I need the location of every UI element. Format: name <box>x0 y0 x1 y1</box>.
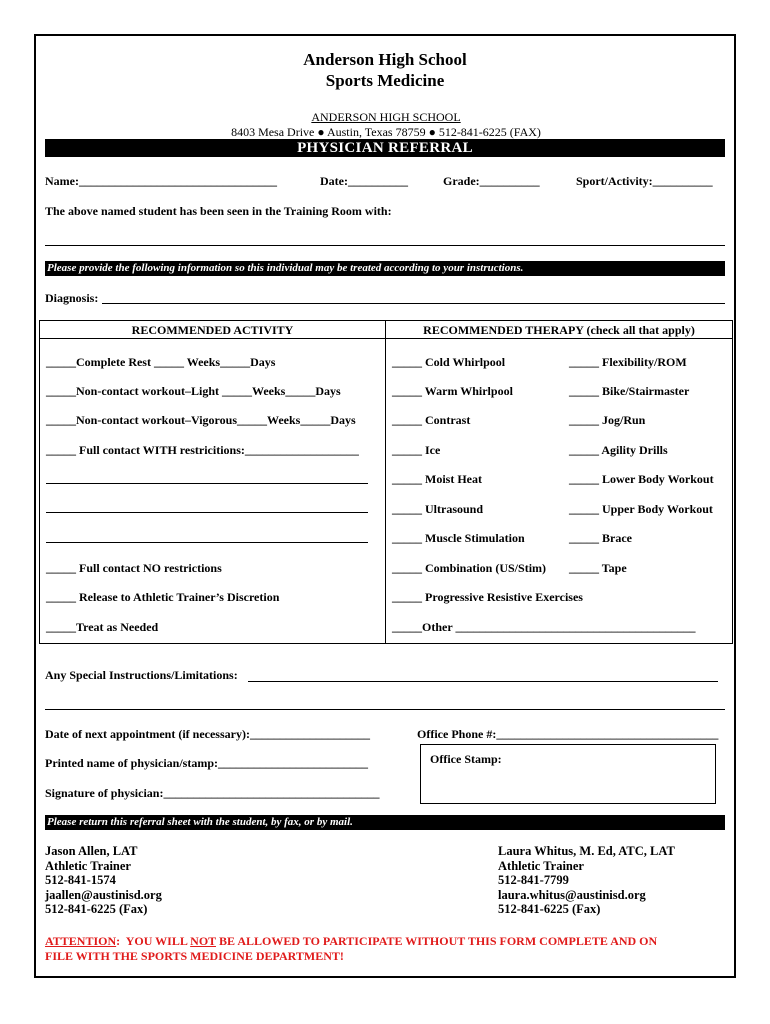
office-stamp-box[interactable] <box>420 744 716 804</box>
contact-fax: 512-841-6225 (Fax) <box>45 902 148 916</box>
contact-email[interactable]: laura.whitus@austinisd.org <box>498 887 646 902</box>
attention-part-1: YOU WILL <box>120 934 191 948</box>
school-caps: ANDERSON HIGH SCHOOL <box>311 110 461 124</box>
activity-noncontact-vigorous[interactable]: _____Non-contact workout–Vigorous_____Weeks_____Days <box>46 413 356 427</box>
restriction-line-1[interactable] <box>46 483 368 484</box>
therapy-flexibility[interactable]: _____ Flexibility/ROM <box>569 355 687 369</box>
contact-fax: 512-841-6225 (Fax) <box>498 902 601 916</box>
instructions-bar: Please provide the following information so this individual may be treated according to your instructions. <box>45 261 725 276</box>
department-name: Sports Medicine <box>325 71 445 90</box>
therapy-lower-body[interactable]: _____ Lower Body Workout <box>569 472 714 486</box>
attention-notice <box>45 934 657 964</box>
therapy-moist-heat[interactable]: _____ Moist Heat <box>392 472 482 486</box>
therapy-bike[interactable]: _____ Bike/Stairmaster <box>569 384 690 398</box>
contact-phone: 512-841-1574 <box>45 873 116 887</box>
contact-allen <box>45 844 162 917</box>
contact-email[interactable]: jaallen@austinisd.org <box>45 887 162 902</box>
grade-field[interactable]: Grade:__________ <box>443 174 540 188</box>
restriction-line-2[interactable] <box>46 512 368 513</box>
special-instructions-label: Any Special Instructions/Limitations: <box>45 668 238 682</box>
therapy-contrast[interactable]: _____ Contrast <box>392 413 471 427</box>
contact-name: Laura Whitus, M. Ed, ATC, LAT <box>498 844 675 858</box>
attention-not: NOT <box>190 934 216 948</box>
therapy-progressive[interactable]: _____ Progressive Resistive Exercises <box>392 590 583 604</box>
school-name: Anderson High School <box>303 50 467 69</box>
name-field[interactable]: Name:_________________________________ <box>45 174 277 188</box>
contact-title: Athletic Trainer <box>45 858 131 873</box>
therapy-warm-whirlpool[interactable]: _____ Warm Whirlpool <box>392 384 513 398</box>
therapy-brace[interactable]: _____ Brace <box>569 531 632 545</box>
therapy-combination[interactable]: _____ Combination (US/Stim) <box>392 561 547 575</box>
table-divider-vertical <box>385 321 386 643</box>
therapy-ultrasound[interactable]: _____ Ultrasound <box>392 502 484 516</box>
therapy-cold-whirlpool[interactable]: _____ Cold Whirlpool <box>392 355 506 369</box>
special-instructions-line-2[interactable] <box>45 709 725 710</box>
diagnosis-label: Diagnosis: <box>45 291 99 305</box>
therapy-header: RECOMMENDED THERAPY (check all that apply) <box>423 323 695 337</box>
school-address: 8403 Mesa Drive ● Austin, Texas 78759 ● 512-841-6225 (FAX) <box>231 125 541 139</box>
attention-line-1 <box>45 934 657 949</box>
therapy-upper-body[interactable]: _____ Upper Body Workout <box>569 502 713 516</box>
return-bar: Please return this referral sheet with the student, by fax, or by mail. <box>45 815 725 830</box>
contact-phone: 512-841-7799 <box>498 873 569 887</box>
office-phone-field[interactable]: Office Phone #:_____________________________________ <box>417 727 719 741</box>
activity-complete-rest[interactable]: _____Complete Rest _____ Weeks_____Days <box>46 355 276 369</box>
activity-full-contact-no[interactable]: _____ Full contact NO restrictions <box>46 561 222 575</box>
contact-whitus <box>498 844 675 917</box>
therapy-ice[interactable]: _____ Ice <box>392 443 441 457</box>
sport-field[interactable]: Sport/Activity:__________ <box>576 174 713 188</box>
seen-statement: The above named student has been seen in the Training Room with: <box>45 204 392 218</box>
activity-header: RECOMMENDED ACTIVITY <box>131 323 294 337</box>
attention-label: ATTENTION <box>45 934 117 948</box>
attention-line-2: FILE WITH THE SPORTS MEDICINE DEPARTMENT! <box>45 949 344 963</box>
recommendations-table <box>39 320 733 644</box>
date-field[interactable]: Date:__________ <box>320 174 408 188</box>
therapy-agility[interactable]: _____ Agility Drills <box>569 443 668 457</box>
restriction-line-3[interactable] <box>46 542 368 543</box>
referral-form <box>34 34 736 978</box>
signature-field[interactable]: Signature of physician:____________________________________ <box>45 786 380 800</box>
therapy-muscle-stim[interactable]: _____ Muscle Stimulation <box>392 531 525 545</box>
therapy-other[interactable]: _____Other ________________________________________ <box>392 620 696 634</box>
therapy-tape[interactable]: _____ Tape <box>569 561 627 575</box>
contact-name: Jason Allen, LAT <box>45 844 138 858</box>
activity-full-contact-with[interactable]: _____ Full contact WITH restricitions:___________________ <box>46 443 359 457</box>
activity-treat-as-needed[interactable]: _____Treat as Needed <box>46 620 159 634</box>
activity-noncontact-light[interactable]: _____Non-contact workout–Light _____Weeks_____Days <box>46 384 341 398</box>
therapy-jog-run[interactable]: _____ Jog/Run <box>569 413 646 427</box>
special-instructions-line-1[interactable] <box>248 681 718 682</box>
next-appointment-field[interactable]: Date of next appointment (if necessary):____________________ <box>45 727 370 741</box>
form-title-bar: PHYSICIAN REFERRAL <box>45 139 725 157</box>
printed-name-field[interactable]: Printed name of physician/stamp:_________________________ <box>45 756 369 770</box>
office-stamp-label: Office Stamp: <box>430 752 502 766</box>
diagnosis-line[interactable] <box>102 303 725 304</box>
table-divider-horizontal <box>40 338 732 339</box>
seen-line[interactable] <box>45 245 725 246</box>
attention-part-2: BE ALLOWED TO PARTICIPATE WITHOUT THIS FORM COMPLETE AND ON <box>215 934 658 948</box>
contact-title: Athletic Trainer <box>498 858 584 873</box>
attention-colon: : <box>116 934 121 948</box>
activity-release-at[interactable]: _____ Release to Athletic Trainer’s Discretion <box>46 590 280 604</box>
